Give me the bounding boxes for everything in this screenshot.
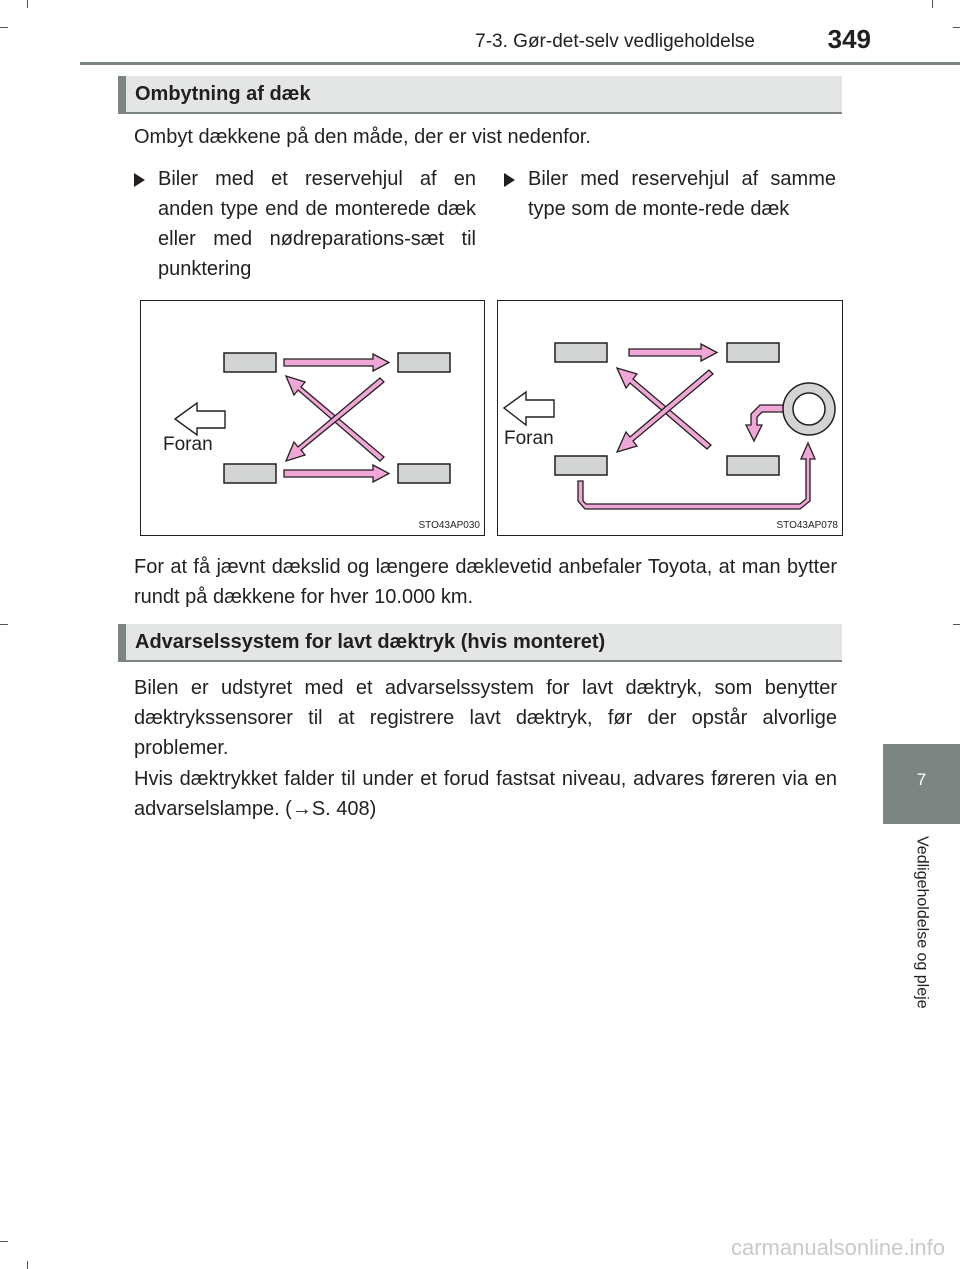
section-heading-tire-rotation — [118, 76, 842, 114]
bullet-item-same-spare — [504, 164, 836, 224]
front-direction-arrow — [504, 392, 554, 425]
arrow-rear-to-spare — [578, 443, 815, 509]
arrow-spare-to-rear — [746, 405, 783, 441]
bullet-text: Biler med et reservehjul af en anden type end de monterede dæk eller med nødreparations-sæt til punktering — [158, 168, 476, 280]
rotation-note-paragraph: For at få jævnt dækslid og længere dæklevetid anbefaler Toyota, at man bytter rundt på dækkene for hver 10.000 km. — [134, 556, 837, 608]
chapter-number: 7 — [916, 770, 927, 789]
bullet-triangle-icon — [134, 173, 145, 187]
bullet-triangle-icon — [504, 173, 515, 187]
tpms-paragraph-2: Hvis dæktrykket falder til under et forud fastsat niveau, advares føreren via en advarselslampe. (→S. 408) — [134, 768, 837, 820]
watermark-logo: carmanualsonline.info — [730, 1235, 945, 1260]
tire-front-left — [224, 353, 276, 372]
arrow-front — [629, 344, 717, 361]
figure-code: STO43AP030 — [418, 520, 480, 531]
heading-bar — [118, 624, 126, 662]
tire-rear-right — [727, 456, 779, 475]
bullet-item-different-spare — [134, 164, 476, 284]
page-header — [0, 0, 960, 66]
page-number: 349 — [827, 24, 871, 54]
header-section-title: 7-3. Gør-det-selv vedligeholdelse — [475, 31, 755, 52]
tpms-paragraph-1: Bilen er udstyret med et advarselssystem for lavt dæktryk, som benytter dæktrykssensorer til at registrere lavt dæktryk, før der opstår alvorlige problemer. — [134, 677, 837, 759]
spare-wheel-inner — [793, 393, 825, 425]
tire-front-left — [555, 343, 607, 362]
chapter-side-label — [883, 824, 960, 1064]
section-heading-tpms — [118, 624, 842, 662]
arrow-rear — [284, 465, 389, 482]
bullet-text: Biler med reservehjul af samme type som de monte-rede dæk — [528, 168, 836, 220]
tire-rear-right — [398, 464, 450, 483]
front-label: Foran — [504, 428, 554, 449]
tire-rear-left — [555, 456, 607, 475]
arrow-front — [284, 354, 389, 371]
header-rule — [80, 62, 960, 65]
tire-front-right — [398, 353, 450, 372]
tire-rotation-diagram-1 — [140, 300, 485, 536]
intro-paragraph: Ombyt dækkene på den måde, der er vist nedenfor. — [134, 126, 591, 148]
heading-bar — [118, 76, 126, 114]
front-label: Foran — [163, 434, 213, 455]
tire-rotation-diagram-2 — [497, 300, 843, 536]
section-heading-text: Advarselssystem for lavt dæktryk (hvis monteret) — [135, 631, 606, 653]
tire-rear-left — [224, 464, 276, 483]
section-heading-text: Ombytning af dæk — [135, 83, 311, 105]
chapter-tab[interactable] — [883, 744, 960, 824]
figure-code: STO43AP078 — [776, 520, 838, 531]
chapter-title: Vedligeholdelse og pleje — [913, 836, 931, 1009]
tire-front-right — [727, 343, 779, 362]
front-direction-arrow — [175, 403, 225, 435]
